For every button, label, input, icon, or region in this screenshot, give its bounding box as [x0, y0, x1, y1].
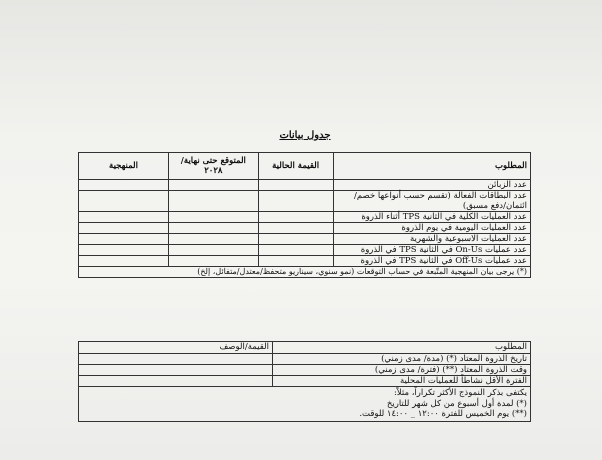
table-header-row [79, 342, 531, 354]
row-label: وقت الذروة المعتاد (**) (فترة/ مدى زمني) [273, 365, 531, 376]
value-cell[interactable] [258, 234, 333, 245]
header-required: المطلوب [333, 153, 530, 180]
example-time: (**) يوم الخميس للفترة ١٢:٠٠ _ ١٤:٠٠ للوقت. [359, 409, 527, 419]
row-label: الفترة الأقل نشاطاً للعمليات المحلية [273, 376, 531, 387]
row-label: عدد العمليات الكلية في الثانية TPS أثناء الذروة [333, 212, 530, 223]
value-cell[interactable] [169, 234, 259, 245]
example-note [79, 387, 531, 422]
value-cell[interactable] [258, 212, 333, 223]
table-footer-row [79, 387, 531, 422]
value-cell[interactable] [169, 191, 259, 212]
header-required: المطلوب [273, 342, 531, 354]
methodology-note: (*) يرجى بيان المنهجية المتّبعة في حساب التوقعات (نمو سنوي، سيناريو متحفظ/معتدل/متفائل، إلخ) [79, 267, 531, 278]
table-row [79, 354, 531, 365]
value-cell[interactable] [169, 223, 259, 234]
table-row [79, 234, 531, 245]
row-label: عدد الزبائن [333, 180, 530, 191]
page-title: جدول بيانات [279, 130, 331, 141]
value-cell[interactable] [79, 365, 273, 376]
value-cell[interactable] [169, 245, 259, 256]
table-row [79, 191, 531, 212]
table-header-row [79, 153, 531, 180]
value-cell[interactable] [79, 245, 169, 256]
value-cell[interactable] [79, 212, 169, 223]
value-cell[interactable] [79, 354, 273, 365]
row-label: عدد عمليات On-Us في الثانية TPS في الذروة [333, 245, 530, 256]
row-label: عدد عمليات Off-Us في الثانية TPS في الذروة [333, 256, 530, 267]
table-note-row [79, 267, 531, 278]
data-table [78, 152, 531, 278]
value-cell[interactable] [79, 223, 169, 234]
header-methodology: المنهجية [79, 153, 169, 180]
value-cell[interactable] [79, 256, 169, 267]
value-cell[interactable] [258, 245, 333, 256]
row-label: عدد العمليات الاسبوعية والشهرية [333, 234, 530, 245]
value-cell[interactable] [79, 376, 273, 387]
table-row [79, 256, 531, 267]
table-row [79, 365, 531, 376]
example-intro: يكتفى بذكر النموذج الأكثر تكراراً، مثلاً: [393, 388, 527, 398]
table-row [79, 212, 531, 223]
table-row [79, 223, 531, 234]
table-row [79, 245, 531, 256]
value-cell[interactable] [258, 180, 333, 191]
value-cell[interactable] [169, 180, 259, 191]
value-cell[interactable] [79, 180, 169, 191]
row-label: تاريخ الذروة المعتاد (*) (مدة/ مدى زمني) [273, 354, 531, 365]
header-expected-2028: المتوقع حتى نهاية/٢٠٢٨ [169, 153, 259, 180]
value-cell[interactable] [169, 212, 259, 223]
row-label: عدد العمليات اليومية في يوم الذروة [333, 223, 530, 234]
header-value-description: القيمة/الوصف [79, 342, 273, 354]
table-row [79, 180, 531, 191]
value-cell[interactable] [258, 223, 333, 234]
value-cell[interactable] [169, 256, 259, 267]
header-current-value: القيمة الحالية [258, 153, 333, 180]
value-cell[interactable] [79, 234, 169, 245]
peak-table [78, 341, 531, 422]
value-cell[interactable] [258, 256, 333, 267]
value-cell[interactable] [258, 191, 333, 212]
table-row [79, 376, 531, 387]
value-cell[interactable] [79, 191, 169, 212]
example-date: (*) لمدة أول أسبوع من كل شهر للتاريخ [386, 398, 527, 409]
row-label: عدد البطاقات الفعالة (تقسم حسب أنواعها خصم/ ائتمان/دفع مسبق) [333, 191, 530, 212]
